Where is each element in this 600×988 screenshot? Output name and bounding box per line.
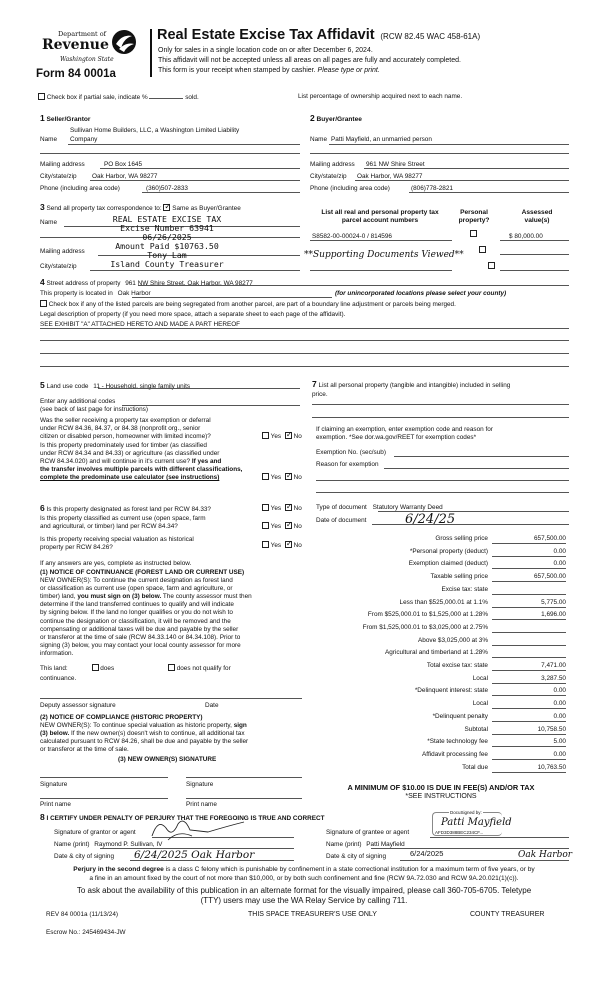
header-note3-italic: Please type or print.: [317, 67, 380, 74]
street-label: Street address of property: [46, 280, 121, 287]
grantor-date-field[interactable]: 6/24/2025 Oak Harbor: [134, 849, 255, 861]
notice1-line3-end: The county assessor must then: [162, 593, 252, 601]
calc-value[interactable]: 0.00: [492, 713, 566, 722]
seller-name-label: Name: [40, 136, 58, 143]
buyer-city-label: City/state/zip: [310, 173, 347, 180]
stamp-line4: Amount Paid $10763.50: [115, 241, 219, 251]
accessibility-line2: (TTY) users may use the WA Relay Service by calling 711.: [200, 896, 408, 905]
buyer-city-field[interactable]: Oak Harbor, WA 98277: [357, 173, 423, 180]
accessibility-notice: [38, 886, 570, 906]
stamp-line1: REAL ESTATE EXCISE TAX: [112, 214, 222, 224]
calc-row: [312, 586, 570, 596]
sec6-q1-yes-label: Yes: [270, 505, 282, 513]
calc-row: [312, 726, 570, 736]
calc-label: Affidavit processing fee: [422, 750, 488, 758]
grantee-name-label: Name (print): [326, 841, 362, 848]
calc-label: Local: [472, 674, 488, 682]
sec8-num: 8: [40, 812, 45, 822]
assessed-col-header: [504, 209, 570, 225]
sec5-q1-no-checkbox[interactable]: [285, 432, 292, 439]
calc-label: Subtotal: [464, 725, 488, 733]
grantor-date-label: Date & city of signing: [54, 853, 115, 860]
sec7-line1: List all personal property (tangible and intangible) included in selling: [318, 382, 511, 389]
personal-col-header-1: Personal: [460, 209, 488, 216]
calc-row: [312, 675, 570, 685]
grantor-sig-label: Signature of grantor or agent: [54, 829, 136, 836]
partial-sale-row: [38, 92, 199, 101]
calc-value[interactable]: 7,471.00: [492, 662, 566, 671]
sec7-num: 7: [312, 379, 317, 389]
notice1-line2: or classification as current use (open space, farm and agriculture, or: [40, 585, 233, 593]
segregation-checkbox[interactable]: [40, 300, 47, 307]
street-field[interactable]: 961 NW Shire Street, Oak Harbor, WA 98277: [125, 280, 253, 287]
deputy-signature-label: Deputy assessor signature: [40, 702, 116, 709]
calc-value[interactable]: 657,500.00: [492, 535, 566, 544]
calc-value[interactable]: [492, 649, 566, 658]
header-divider: [150, 29, 152, 77]
sec5-q2-no-checkbox[interactable]: [285, 473, 292, 480]
sec5-q1-yes-label: Yes: [270, 433, 282, 441]
buyer-name-field[interactable]: Patti Mayfield, an unmarried person: [331, 136, 432, 143]
sec5-q2-yes-checkbox[interactable]: [262, 473, 269, 480]
form-title: Real Estate Excise Tax Affidavit: [157, 27, 375, 43]
sec6-q1-answers: [262, 505, 302, 512]
partial-sold-label: sold.: [185, 94, 199, 101]
buyer-title: Buyer/Grantee: [316, 116, 362, 123]
certify-text: I CERTIFY UNDER PENALTY OF PERJURY THAT THE FOREGOING IS TRUE AND CORRECT: [46, 815, 325, 822]
sec6-q1-yes-checkbox[interactable]: [262, 504, 269, 511]
new-owner-sig-label-1: Signature: [40, 781, 68, 788]
calc-label: Total excise tax: state: [426, 662, 488, 669]
land-use-label: Land use code: [46, 383, 89, 390]
sec6-q3: [40, 536, 194, 552]
calc-value[interactable]: 0.00: [492, 751, 566, 760]
sec3-mail-label: Mailing address: [40, 248, 85, 255]
sec6-q1-no-label: No: [293, 505, 302, 513]
calc-label: *State technology fee: [427, 738, 488, 746]
seller-city-field[interactable]: Oak Harbor, WA 98277: [92, 173, 158, 180]
form-title-row: [157, 27, 480, 43]
stamp-line2: Excise Number 63941: [120, 223, 214, 233]
buyer-heading: [310, 113, 362, 123]
notice2-title: (2) NOTICE OF COMPLIANCE (HISTORIC PROPERTY): [40, 714, 203, 721]
buyer-num: 2: [310, 113, 315, 123]
seller-mail-field[interactable]: PO Box 1645: [104, 161, 143, 168]
buyer-mail-field[interactable]: 961 NW Shire Street: [366, 161, 425, 168]
does-checkbox[interactable]: [92, 664, 99, 671]
new-owner-signature-title: (3) NEW OWNER(S) SIGNATURE: [118, 756, 217, 763]
assessed-col-header-2: value(s): [524, 217, 550, 224]
doc-type-field[interactable]: Statutory Warranty Deed: [372, 504, 443, 511]
footer-escrow: Escrow No.: 245469434-JW: [46, 929, 126, 936]
grantee-date-field[interactable]: 6/24/2025: [410, 849, 444, 858]
minimum-line2: *SEE INSTRUCTIONS: [405, 793, 477, 800]
seller-city-label: City/state/zip: [40, 173, 77, 180]
sec5-q2-yes-label: Yes: [270, 474, 282, 482]
calc-label: Gross selling price: [435, 535, 488, 542]
does-label: does: [100, 665, 115, 673]
header-note3-text: This form is your receipt when stamped by cashier.: [158, 67, 316, 74]
located-note: (for unincorporated locations please select your county): [335, 290, 507, 297]
addl-codes-label: Enter any additional codes: [40, 398, 116, 405]
grantee-signature: Patti Mayfield: [441, 817, 512, 828]
seller-heading: [40, 113, 91, 123]
sec5-q1-line3: citizen or disabled person, homeowner with limited income)?: [40, 433, 211, 440]
segregation-label: Check box if any of the listed parcels are being segregated from another parcel, are part of a boundary line adjustment or parcels being merged.: [48, 301, 456, 309]
calc-value[interactable]: [492, 586, 566, 595]
sec5-q2-line1: Is this property predominately used for timber (as classified: [40, 442, 207, 449]
grantor-name-field[interactable]: Raymond P. Sullivan, IV: [94, 841, 163, 848]
sec5-q2-line2: under RCW 84.34 and 84.33) or agriculture (as classified under: [40, 450, 220, 457]
buyer-name-label: Name: [310, 136, 328, 143]
calc-value[interactable]: 5.00: [492, 738, 566, 747]
grantee-city-field[interactable]: Oak Harbor: [518, 850, 573, 860]
dor-logo: [28, 28, 148, 83]
sec6-q3-no-label: No: [293, 542, 302, 550]
continuance-label: continuance.: [40, 675, 77, 682]
located-label: This property is located in: [40, 290, 113, 297]
footer-treasurer-only: THIS SPACE TREASURER'S USE ONLY: [248, 911, 377, 918]
personal-property-checkbox-1[interactable]: [470, 230, 477, 237]
calc-value[interactable]: 3,287.50: [492, 675, 566, 684]
notice2-line1-bold: sign: [233, 722, 247, 730]
calc-label: Above $3,025,000 at 3%: [418, 636, 488, 644]
treasurer-stamp: [92, 215, 242, 269]
dor-swirl-icon: [110, 28, 138, 56]
calc-row: [312, 535, 570, 545]
grantee-name-row: [326, 841, 405, 848]
does-not-label: does not qualify for: [176, 665, 231, 673]
sec5-q1-no-label: No: [293, 433, 302, 441]
notice1-line6: continue the designation or classification, it will be removed and the: [40, 617, 231, 625]
footer-rev: REV 84 0001a (11/13/24): [46, 911, 119, 918]
sec4-num: 4: [40, 277, 45, 287]
calc-label: Agricultural and timberland at 1.28%: [384, 649, 488, 657]
calc-value[interactable]: 5,775.00: [492, 599, 566, 608]
header-note2: This affidavit will not be accepted unless all areas on all pages are fully and accurately completed.: [158, 57, 461, 64]
stamp-line5: Tony Lam: [147, 250, 187, 260]
stamp-line6: Island County Treasurer: [110, 259, 224, 269]
dept-line2: Revenue: [42, 37, 109, 53]
calc-label: *Delinquent interest: state: [414, 687, 488, 695]
grantor-signature-mark: [148, 814, 268, 846]
sec6-q3-yes-checkbox[interactable]: [262, 541, 269, 548]
grantor-name-row: [54, 841, 162, 848]
sec6-q3-line2: property per RCW 84.26?: [40, 544, 113, 551]
calc-row: [312, 687, 570, 697]
sec6-q3-yes-label: Yes: [270, 542, 282, 550]
notice1-title: (1) NOTICE OF CONTINUANCE (FOREST LAND OR CURRENT USE): [40, 569, 245, 576]
calc-value[interactable]: 0.00: [492, 700, 566, 709]
docusigned-label: DocuSigned by:: [450, 810, 482, 815]
sec6-q2-line2: and agricultural, or timber) land per RCW 84.34?: [40, 523, 178, 530]
calc-value[interactable]: 0.00: [492, 548, 566, 557]
buyer-mail-label: Mailing address: [310, 161, 355, 168]
personal-property-checkbox-3[interactable]: [488, 262, 495, 269]
calc-value[interactable]: 1,696.00: [492, 611, 566, 620]
calc-label: Exemption claimed (deduct): [408, 560, 488, 568]
grantee-sig-id: AFD3D388BEC234CF...: [435, 830, 484, 835]
sec6-q1: [40, 503, 211, 513]
calc-label: From $525,000.01 to $1,525,000 at 1.28%: [367, 611, 488, 619]
calc-row: [312, 700, 570, 710]
sec3-num: 3: [40, 202, 45, 212]
assessed-value-field[interactable]: $ 80,000.00: [509, 233, 543, 240]
perjury-notice: [38, 866, 570, 883]
header-note3: [158, 67, 380, 74]
legal-label: Legal description of property (if you need more space, attach a separate sheet to each page of the affidavit).: [40, 311, 346, 318]
sec5-q1-yes-checkbox[interactable]: [262, 432, 269, 439]
notice2-line3: calculated pursuant to RCW 84.26, shall be due and payable by the seller: [40, 738, 249, 746]
calc-label: From $1,525,000.01 to $3,025,000 at 2.75%: [362, 623, 488, 631]
accessibility-line1: To ask about the availability of this publication in an alternate format for the visually impaired, please call 360-705-6705. Teletype: [76, 886, 532, 895]
buyer-phone-label: Phone (including area code): [310, 185, 390, 192]
sec6-q3-no-checkbox[interactable]: [285, 541, 292, 548]
sec5-q2: [40, 442, 242, 482]
partial-sale-checkbox[interactable]: [38, 93, 45, 100]
perjury-line1: is a class C felony which is punishable by confinement in a state correctional institution for a maximum term of five years, or by: [165, 866, 535, 873]
sec6-q2: [40, 515, 206, 531]
sec5-q2-ifyes: If yes and: [191, 458, 222, 465]
docusign-box: [432, 810, 512, 836]
grantor-name-label: Name (print): [54, 841, 90, 848]
notice1-line1: NEW OWNER(S): To continue the current designation as forest land: [40, 577, 233, 585]
sec6-q3-answers: [262, 542, 302, 549]
parcel-col-header-1: List all real and personal property tax: [321, 209, 439, 216]
calc-row: [312, 662, 570, 672]
sec6-q3-line1: Is this property receiving special valuation as historical: [40, 536, 194, 543]
notice2-line1: NEW OWNER(S): To continue special valuation as historic property,: [40, 722, 232, 730]
sec5-num: 5: [40, 380, 45, 390]
sec6-num: 6: [40, 503, 45, 513]
sec5-q1: [40, 417, 211, 441]
dept-line3: Washington State: [60, 56, 114, 63]
seller-num: 1: [40, 113, 45, 123]
partial-right-note: List percentage of ownership acquired next to each name.: [298, 93, 463, 100]
sec5-q2-line3: RCW 84.34.020) and will continue in it's current use?: [40, 458, 191, 465]
sec6-q2-line1: Is this property classified as current use (open space, farm: [40, 515, 206, 522]
deputy-date-label: Date: [205, 702, 219, 709]
sec6-q2-yes-checkbox[interactable]: [262, 522, 269, 529]
personal-col-header-2: property?: [458, 217, 490, 224]
sec3-heading: [40, 202, 241, 212]
sec5-q1-line2: under RCW 84.36, 84.37, or 84.38 (nonprofit org., senior: [40, 425, 201, 432]
calc-value[interactable]: 657,500.00: [492, 573, 566, 582]
exemption-intro: [316, 426, 493, 442]
calc-row: [312, 764, 570, 774]
notice1-line4: determine if the land transferred continues to qualify and will indicate: [40, 601, 234, 609]
legal-description-field[interactable]: SEE EXHIBIT "A" ATTACHED HERETO AND MADE A PART HEREOF: [40, 321, 241, 328]
sec6-q2-no-label: No: [293, 523, 302, 531]
footer-county: COUNTY TREASURER: [470, 911, 545, 918]
calc-row: [312, 573, 570, 583]
new-owner-sig-label-2: Signature: [186, 781, 214, 788]
notice1-line3-bold: you must sign on (3) below.: [77, 593, 162, 601]
parcel-col-header: [306, 209, 454, 225]
doc-type-row: [316, 504, 443, 511]
calc-value[interactable]: [492, 637, 566, 646]
calc-row: [312, 713, 570, 723]
calc-label: *Delinquent penalty: [432, 712, 488, 720]
notice2-line4: or transferor at the time of sale.: [40, 746, 129, 754]
personal-col-header: [452, 209, 496, 225]
calc-label: Less than $525,000.01 at 1.1%: [399, 598, 488, 606]
calc-value[interactable]: 10,763.50: [492, 764, 566, 773]
sec5-q1-answers: [262, 433, 302, 440]
calc-label: Total due: [462, 763, 488, 771]
form-rcw: (RCW 82.45 WAC 458-61A): [380, 32, 481, 41]
exemption-intro-1: If claiming an exemption, enter exemption code and reason for: [316, 426, 493, 433]
seller-name-field[interactable]: Company: [70, 136, 98, 143]
located-field[interactable]: Oak Harbor: [117, 290, 151, 297]
grantee-date-label: Date & city of signing: [326, 853, 387, 860]
exemption-intro-2: exemption. *See dor.wa.gov/REET for exemption codes*: [316, 434, 477, 441]
partial-sale-label: Check box if partial sale, indicate %: [46, 94, 148, 101]
notice2-line2: If the new owner(s) doesn't wish to continue, all additional tax: [71, 730, 245, 738]
exemption-reason-label: Reason for exemption: [316, 461, 379, 468]
calc-label: Excise tax: state: [441, 585, 488, 593]
calc-row: [312, 738, 570, 748]
grantee-sig-label: Signature of grantee or agent: [326, 829, 410, 836]
buyer-phone-field[interactable]: (806)778-2821: [411, 185, 453, 192]
sec6-q1-label: Is this property designated as forest land per RCW 84.33?: [46, 506, 211, 513]
new-owner-print-label-2: Print name: [186, 801, 217, 808]
sec6-q2-answers: [262, 523, 302, 530]
notice1-line7: compensating or additional taxes will be due and payable by the seller: [40, 625, 239, 633]
doc-type-label: Type of document: [316, 504, 367, 511]
assessed-col-header-1: Assessed: [521, 209, 553, 216]
calc-row: [312, 560, 570, 570]
calc-label: *Personal property (deduct): [409, 547, 488, 555]
addl-codes-note: (see back of last page for instructions): [40, 406, 148, 413]
sec5-q2-answers: [262, 474, 302, 481]
same-as-buyer-checkbox[interactable]: [163, 204, 170, 211]
same-as-buyer-label: Same as Buyer/Grantee: [172, 205, 241, 212]
sec6-if-any: If any answers are yes, complete as instructed below.: [40, 560, 192, 567]
sec3-title: Send all property tax correspondence to:: [46, 205, 162, 212]
seller-title: Seller/Grantor: [46, 116, 91, 123]
perjury-bold: Perjury in the second degree: [73, 866, 164, 873]
calc-row: [312, 611, 570, 621]
seller-name-line1: Sullivan Home Builders, LLC, a Washington Limited Liability: [70, 127, 240, 134]
seller-phone-field[interactable]: (360)507-2833: [146, 185, 188, 192]
segregation-row: [40, 301, 456, 308]
notice1-line5: by signing below. If the land no longer qualifies or you do not wish to: [40, 609, 233, 617]
calc-row: [312, 649, 570, 659]
seller-phone-label: Phone (including area code): [40, 185, 120, 192]
this-land-row: [40, 665, 231, 672]
seller-mail-label: Mailing address: [40, 161, 85, 168]
calc-value[interactable]: 10,758.50: [492, 726, 566, 735]
calc-value[interactable]: 0.00: [492, 560, 566, 569]
notice2-line2-bold: (3) below.: [40, 730, 70, 738]
supporting-docs-note: **Supporting Documents Viewed**: [304, 250, 464, 260]
notice-compliance: [40, 714, 248, 754]
parcel-number-field[interactable]: S8582-00-00024-0 / 814596: [312, 233, 392, 240]
notice1-line3: timber) land,: [40, 593, 76, 601]
sec7-personal: [312, 380, 510, 399]
sec5-q2-calculator-link[interactable]: complete the predominate use calculator (see instructions): [40, 474, 220, 481]
calc-row: [312, 624, 570, 634]
perjury-line2: a fine in an amount fixed by the court of not more than $10,000, or by both such confinement and fine (RCW 9A.72.030 and RCW 9A.20.021(1)(c)).: [89, 874, 519, 882]
calc-row: [312, 637, 570, 647]
this-land-label: This land:: [40, 665, 68, 673]
calc-value[interactable]: 0.00: [492, 687, 566, 696]
notice1-line9: signing (3) below, you may contact your local county assessor for more: [40, 641, 241, 649]
notice-continuance: [40, 569, 252, 658]
header-note1: Only for sales in a single location code on or after December 6, 2024.: [158, 47, 373, 54]
sec5-q2-no-label: No: [293, 474, 302, 482]
calc-row: [312, 751, 570, 761]
does-not-checkbox[interactable]: [168, 664, 175, 671]
new-owner-print-label-1: Print name: [40, 801, 71, 808]
sec6-q1-no-checkbox[interactable]: [285, 504, 292, 511]
sec6-q2-no-checkbox[interactable]: [285, 522, 292, 529]
minimum-line1: A MINIMUM OF $10.00 IS DUE IN FEE(S) AND/OR TAX: [347, 783, 535, 792]
dept-line1: Department of: [58, 30, 107, 38]
exemption-no-label: Exemption No. (sec/sub): [316, 449, 386, 456]
sec7-line2: price.: [312, 391, 328, 398]
personal-property-checkbox-2[interactable]: [479, 246, 486, 253]
sec4-located-row: [40, 290, 151, 297]
sec3-city-label: City/state/zip: [40, 263, 77, 270]
sec5-q2-line4: the transfer involves multiple parcels with different classifications,: [40, 466, 243, 473]
notice1-line8: or transferor at the time of sale (RCW 84.33.140 or 84.34.108). Prior to: [40, 633, 241, 641]
sec6-q2-yes-label: Yes: [270, 523, 282, 531]
sec5-q1-line1: Was the seller receiving a property tax exemption or deferral: [40, 417, 211, 424]
partial-percent-field[interactable]: [149, 92, 183, 99]
calc-row: [312, 548, 570, 558]
doc-date-label: Date of document: [316, 517, 367, 524]
minimum-notice: [312, 783, 570, 801]
form-number: Form 84 0001a: [36, 68, 116, 80]
grantee-name-field[interactable]: Patti Mayfield: [366, 841, 405, 848]
land-use-field[interactable]: 11 - Household, single family units: [93, 383, 191, 390]
calc-value[interactable]: [492, 624, 566, 633]
calc-row: [312, 599, 570, 609]
sec3-name-label: Name: [40, 219, 58, 226]
parcel-col-header-2: parcel account numbers: [341, 217, 419, 224]
stamp-line3: 06/26/2025: [142, 232, 192, 242]
calc-label: Taxable selling price: [430, 573, 488, 581]
doc-date-field[interactable]: 6/24/25: [405, 512, 456, 527]
calc-label: Local: [472, 700, 488, 708]
notice1-line10: information.: [40, 649, 74, 657]
